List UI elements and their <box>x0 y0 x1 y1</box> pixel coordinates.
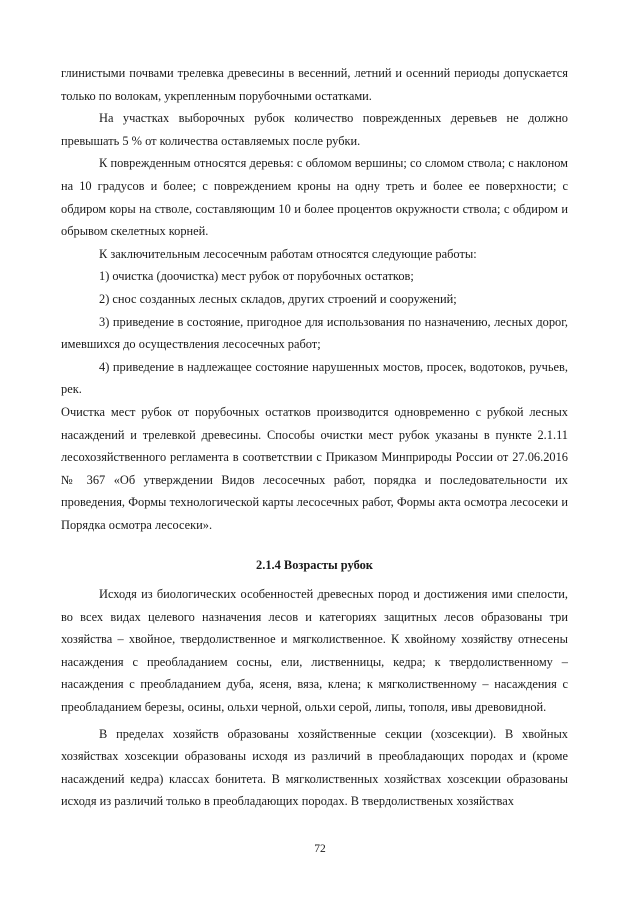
section-heading: 2.1.4 Возрасты рубок <box>256 558 373 573</box>
paragraph-farms: Исходя из биологических особенностей древесных пород и достижения ими спелости, во всех видах целевого назначения лесов и категориях защитных лесов образованы три хозяйства – хвойное, твердолиственное и мягколиственное. К хвойному хозяйству отнесены насаждения с преобладанием сосны, ели, лиственницы, кедра; к твердолиственному – насаждения с преобладанием дуба, ясеня, вяза, клена; к мягколиственному – насаждения с преобладанием березы, осины, ольхи черной, ольхи серой, липы, тополя, ивы древовидной. <box>61 587 568 715</box>
list-item: 4) приведение в надлежащее состояние нарушенных мостов, просек, водотоков, ручьев, рек. <box>61 359 568 397</box>
page-number: 72 <box>314 843 326 855</box>
paragraph-damaged-trees-limit: На участках выборочных рубок количество поврежденных деревьев не должно превышать 5 % от количества оставляемых после рубки. <box>61 111 568 148</box>
list-item: 3) приведение в состояние, пригодное для использования по назначению, лесных дорог, имевшихся до осуществления лесосечных работ; <box>61 314 568 352</box>
list-item: 1) очистка (доочистка) мест рубок от порубочных остатков; <box>99 269 414 284</box>
body-text <box>61 62 568 813</box>
paragraph-cleaning: Очистка мест рубок от порубочных остатков производится одновременно с рубкой лесных насаждений и трелевкой древесины. Способы очистки мест рубок указаны в пункте 2.1.11 лесохозяйственного регламента в соответствии с Приказом Минприроды России от 27.06.2016 № 367 «Об утверждении Видов лесосечных работ, порядка и последовательности их проведения, Формы технологической карты лесосечных работ, Формы акта осмотра лесосеки и Порядка осмотра лесосеки». <box>61 404 568 532</box>
paragraph-damaged-trees-definition: К поврежденным относятся деревья: с обломом вершины; со сломом ствола; с наклоном на 10 градусов и более; с повреждением кроны на одну треть и более ее поверхности; с обдиром коры на стволе, составляющим 10 и более процентов окружности ствола; с обдиром и обрывом скелетных корней. <box>61 156 568 239</box>
paragraph-continuation: глинистыми почвами трелевка древесины в весенний, летний и осенний периоды допускается только по волокам, укрепленным порубочными остатками. <box>61 66 568 103</box>
list-item: 2) снос созданных лесных складов, других строений и сооружений; <box>99 291 457 306</box>
paragraph-sections: В пределах хозяйств образованы хозяйственные секции (хозсекции). В хвойных хозяйствах хозсекции образованы исходя из различий в преобладающих породах и (кроме насаждений кедра) классах бонитета. В мягколиственных хозяйствах хозсекции образованы исходя из различий только в преобладающих породах. В твердолиственых хозяйствах <box>61 726 568 809</box>
paragraph-final-works-intro: К заключительным лесосечным работам относятся следующие работы: <box>99 246 477 261</box>
